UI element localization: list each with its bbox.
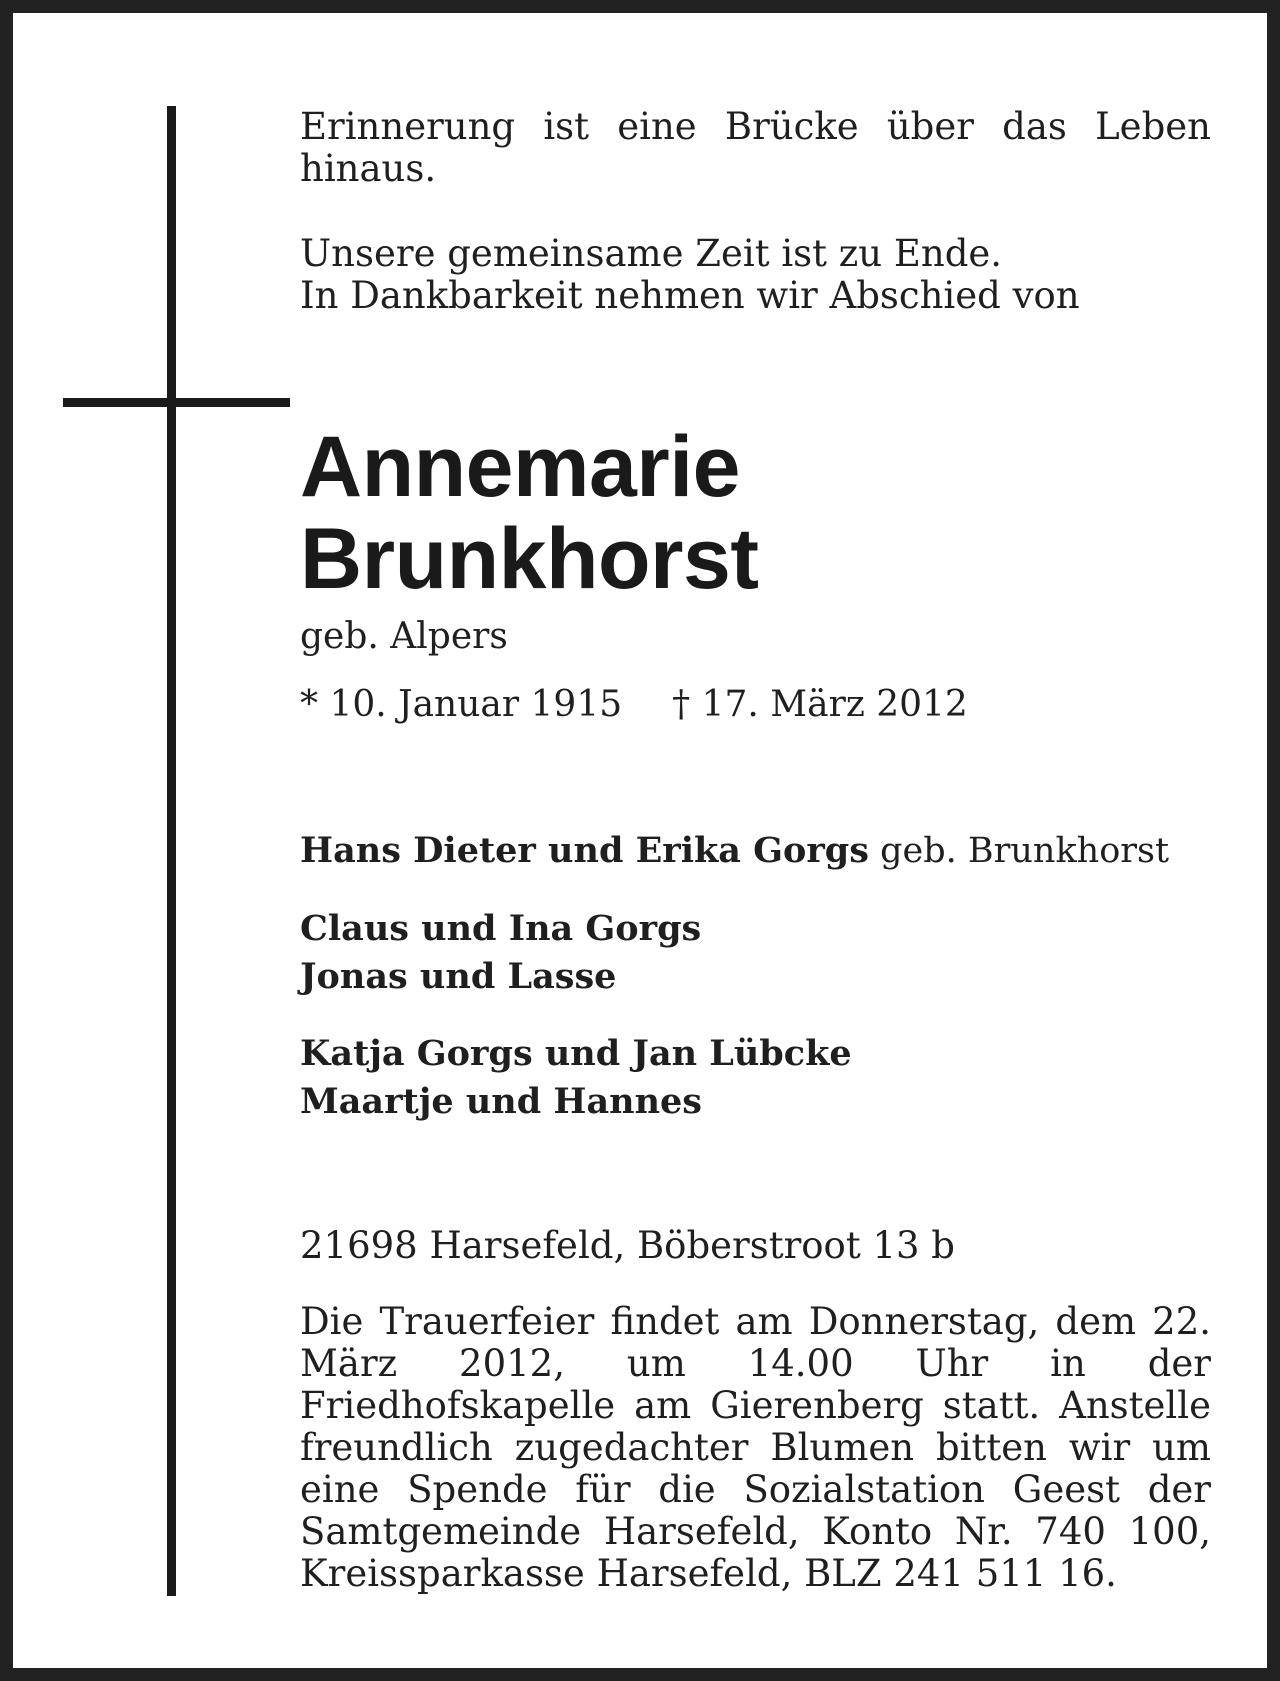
birth-date: * 10. Januar 1915 <box>300 684 623 725</box>
mourner-line: Maartje und Hannes <box>300 1081 702 1122</box>
birth-name: geb. Alpers <box>300 616 508 657</box>
mourner-names: Hans Dieter und Erika Gorgs <box>300 830 869 871</box>
deceased-name <box>300 421 1211 605</box>
mourner-line: Katja Gorgs und Jan Lübcke <box>300 1033 852 1074</box>
mourner-group-3 <box>300 1030 1211 1126</box>
mourner-line: Jonas und Lasse <box>300 956 617 997</box>
funeral-notice: Die Trauerfeier findet am Donnerstag, dem 22. März 2012, um 14.00 Uhr in der Friedhofskapelle am Gierenberg statt. Anstelle freundlich zugedachter Blumen bitten wir um eine Spende für die Sozialstation Geest der Samtgemeinde Harsefeld, Konto Nr. 740 100, Kreissparkasse Harsefeld, BLZ 241 511 16. <box>300 1300 1211 1595</box>
intro-text <box>300 233 1211 317</box>
mourner-line: Claus und Ina Gorgs <box>300 908 702 949</box>
family-address: 21698 Harsefeld, Böberstroot 13 b <box>300 1224 955 1267</box>
intro-line-1: Unsere gemeinsame Zeit ist zu Ende. <box>300 232 1003 275</box>
mourner-group-1 <box>300 827 1211 875</box>
death-date: † 17. März 2012 <box>672 684 968 725</box>
intro-line-2: In Dankbarkeit nehmen wir Abschied von <box>300 274 1080 317</box>
cross-horizontal-beam <box>63 398 290 407</box>
life-dates <box>300 684 1211 726</box>
motto-text: Erinnerung ist eine Brücke über das Leben hinaus. <box>300 105 1211 190</box>
mourner-suffix: geb. Brunkhorst <box>880 831 1170 871</box>
cross-vertical-beam <box>167 106 176 1596</box>
deceased-last-name: Brunkhorst <box>300 511 759 607</box>
deceased-first-name: Annemarie <box>300 419 740 515</box>
mourner-group-2 <box>300 905 1211 1001</box>
